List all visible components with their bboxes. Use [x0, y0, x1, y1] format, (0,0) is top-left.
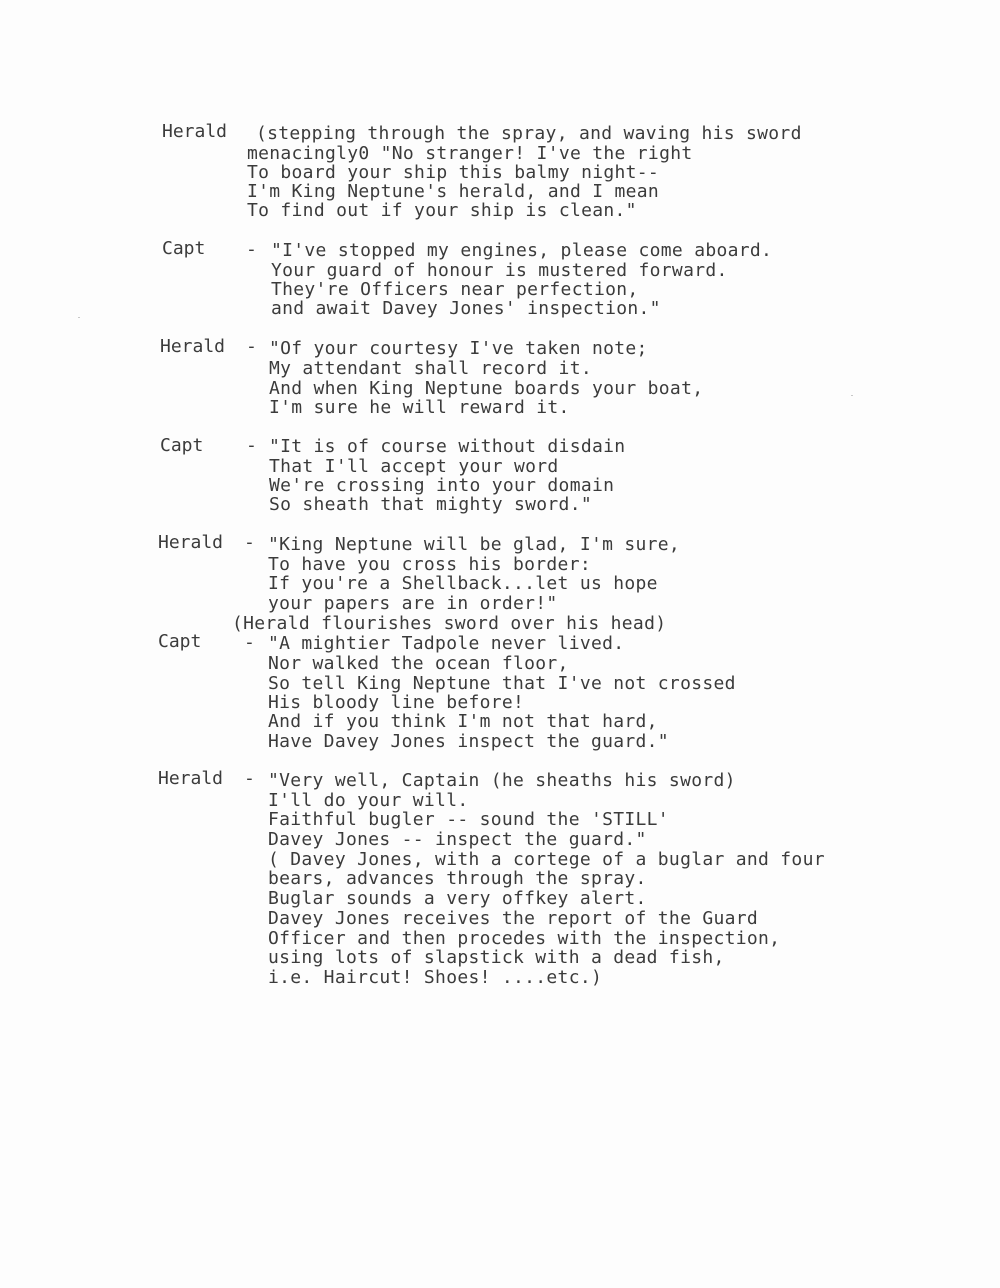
script-line: They're Officers near perfection,: [271, 279, 639, 300]
script-line: And when King Neptune boards your boat,: [269, 378, 704, 399]
speaker-dash: -: [244, 768, 255, 789]
script-line: To have you cross his border:: [268, 554, 591, 575]
speaker-label: Herald: [158, 768, 224, 789]
paper-speck: [851, 395, 853, 396]
speaker-label: Herald: [160, 336, 226, 357]
script-line: Nor walked the ocean floor,: [268, 653, 569, 674]
script-line: bears, advances through the spray.: [268, 868, 647, 889]
stage-direction: (Herald flourishes sword over his head): [232, 613, 667, 634]
script-line: Your guard of honour is mustered forward.: [271, 260, 728, 281]
script-line: your papers are in order!": [268, 593, 558, 614]
script-line: "A mightier Tadpole never lived.: [268, 633, 625, 654]
script-line: ( Davey Jones, with a cortege of a buglar and four: [268, 849, 825, 870]
script-line: using lots of slapstick with a dead fish,: [268, 947, 725, 968]
script-line: i.e. Haircut! Shoes! ....etc.): [268, 967, 603, 988]
script-line: To find out if your ship is clean.": [247, 200, 637, 221]
script-line: Have Davey Jones inspect the guard.": [268, 731, 669, 752]
script-line: I'm King Neptune's herald, and I mean: [247, 181, 660, 202]
script-line: So sheath that mighty sword.": [269, 494, 592, 515]
script-line: menacingly0 "No stranger! I've the right: [247, 143, 693, 164]
script-line: Faithful bugler -- sound the 'STILL': [268, 809, 669, 830]
script-line: His bloody line before!: [268, 692, 525, 713]
script-line: We're crossing into your domain: [269, 475, 615, 496]
script-line: "Very well, Captain (he sheaths his sword): [268, 770, 736, 791]
speaker-label: Capt: [160, 435, 204, 456]
speaker-label: Herald: [158, 532, 224, 553]
script-line: "It is of course without disdain: [269, 436, 626, 457]
script-line: Davey Jones receives the report of the Guard: [268, 908, 759, 929]
script-line: So tell King Neptune that I've not crossed: [268, 673, 736, 694]
speaker-dash: -: [246, 336, 257, 357]
script-line: If you're a Shellback...let us hope: [268, 573, 658, 594]
script-line: "King Neptune will be glad, I'm sure,: [268, 534, 681, 555]
speaker-dash: -: [244, 532, 255, 553]
script-line: Davey Jones -- inspect the guard.": [268, 829, 647, 850]
speaker-label: Capt: [162, 238, 206, 259]
script-line: and await Davey Jones' inspection.": [271, 298, 661, 319]
script-line: I'm sure he will reward it.: [269, 397, 570, 418]
paper-speck: [78, 317, 80, 318]
script-line: "Of your courtesy I've taken note;: [269, 338, 648, 359]
speaker-dash: -: [246, 435, 257, 456]
script-line: My attendant shall record it.: [269, 358, 592, 379]
speaker-label: Capt: [158, 631, 202, 652]
script-line: Officer and then procedes with the inspection,: [268, 928, 781, 949]
script-line: (stepping through the spray, and waving his sword: [256, 123, 802, 144]
speaker-dash: -: [246, 239, 257, 260]
script-line: "I've stopped my engines, please come aboard.: [271, 240, 773, 261]
speaker-dash: -: [244, 632, 255, 653]
speaker-label: Herald: [162, 121, 228, 142]
script-line: Buglar sounds a very offkey alert.: [268, 888, 647, 909]
script-line: That I'll accept your word: [269, 456, 559, 477]
script-line: I'll do your will.: [268, 790, 469, 811]
script-line: And if you think I'm not that hard,: [268, 711, 658, 732]
script-line: To board your ship this balmy night--: [247, 162, 660, 183]
